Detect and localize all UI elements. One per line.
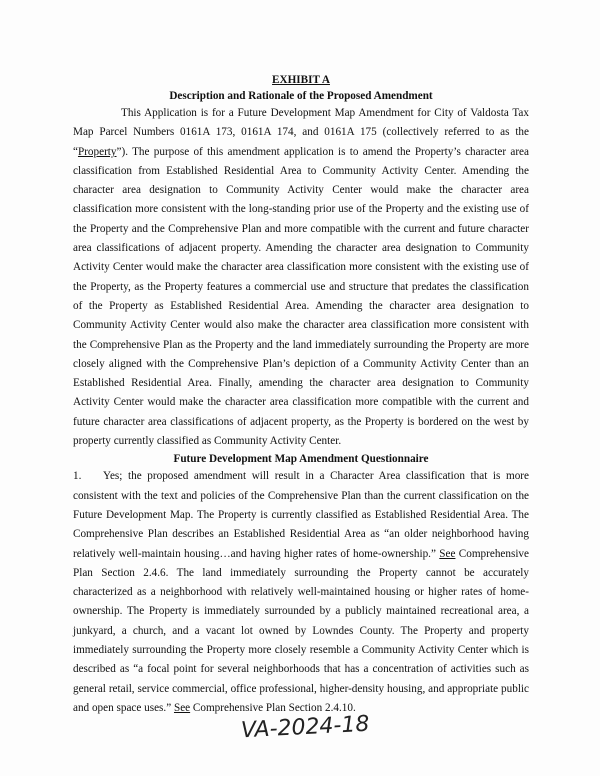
questionnaire-heading: Future Development Map Amendment Questionnaire (173, 453, 429, 466)
description-heading: Description and Rationale of the Proposed Amendment (169, 90, 433, 102)
answer-text-1: Yes; the proposed amendment will result in a Character Area classification that is more consistent with the text and policies of the Comprehensive Plan than the current classification on the Future Development Map. The Property is currently classified as Established Residential Area. The Comprehensive Plan describes an Established Residential Area as “an older neighborhood having relatively well-maintain housing…and having higher rates of home-ownership.” (73, 470, 529, 560)
see-reference-1: See (439, 547, 456, 560)
description-paragraph (73, 104, 529, 451)
answer-number: 1. (73, 470, 82, 483)
answer-text-3: Comprehensive Plan Section 2.4.10. (190, 701, 356, 714)
property-term: Property (77, 145, 117, 158)
handwritten-case-number-text: VA-2024-18 (240, 711, 370, 744)
see-reference-2: See (173, 701, 191, 714)
description-text-1: This Application is for a Future Development Map Amendment for City of Valdosta Tax Map Parcel Numbers 0161A 173, 0161A 174, and 0161A 175 (collectively referred to as the “ (73, 107, 529, 158)
questionnaire-answer-1 (73, 467, 529, 718)
description-text-2: ”). The purpose of this amendment application is to amend the Property’s character area classification from Established Residential Area to Community Activity Center. Amending the character area designation to Community Activity Center would make the character area classification more consistent with the long-standing prior use of the Property and the existing use of the Property and the Comprehensive Plan and more compatible with the current and future character area classifications of adjacent property. Amending the character area designation to Community Activity Center would make the character area classification more consistent with the existing use of the Property, as the Property features a commercial use and structure that predates the classification of the Property as Established Residential Area. Amending the character area designation to Community Activity Center would also make the character area classification more consistent with the Comprehensive Plan as the Property and the land immediately surrounding the Property are more closely aligned with the Comprehensive Plan’s depiction of a Community Activity Center than an Established Residential Area. Finally, amending the character area designation to Community Activity Center would make the character area classification more compatible with the current and future character area classifications of adjacent property, as the Property is bordered on the west by property currently classified as Community Activity Center. (73, 145, 529, 448)
answer-text-2: Comprehensive Plan Section 2.4.6. The land immediately surrounding the Property cannot be accurately characterized as a neighborhood with relatively well-maintained housing or higher rates of home-ownership. The Property is immediately surrounded by a publicly maintained recreational area, a junkyard, a church, and a vacant lot owned by Lowndes County. The Property and property immediately surrounding the Property more closely resemble a Community Activity Center which is described as “a focal point for several neighborhoods that has a concentration of activities such as general retail, service commercial, office professional, higher-density housing, and appropriate public and open space uses.” (73, 547, 529, 714)
document-body (73, 72, 529, 718)
exhibit-title: EXHIBIT A (272, 74, 330, 86)
handwritten-case-number (230, 704, 380, 744)
